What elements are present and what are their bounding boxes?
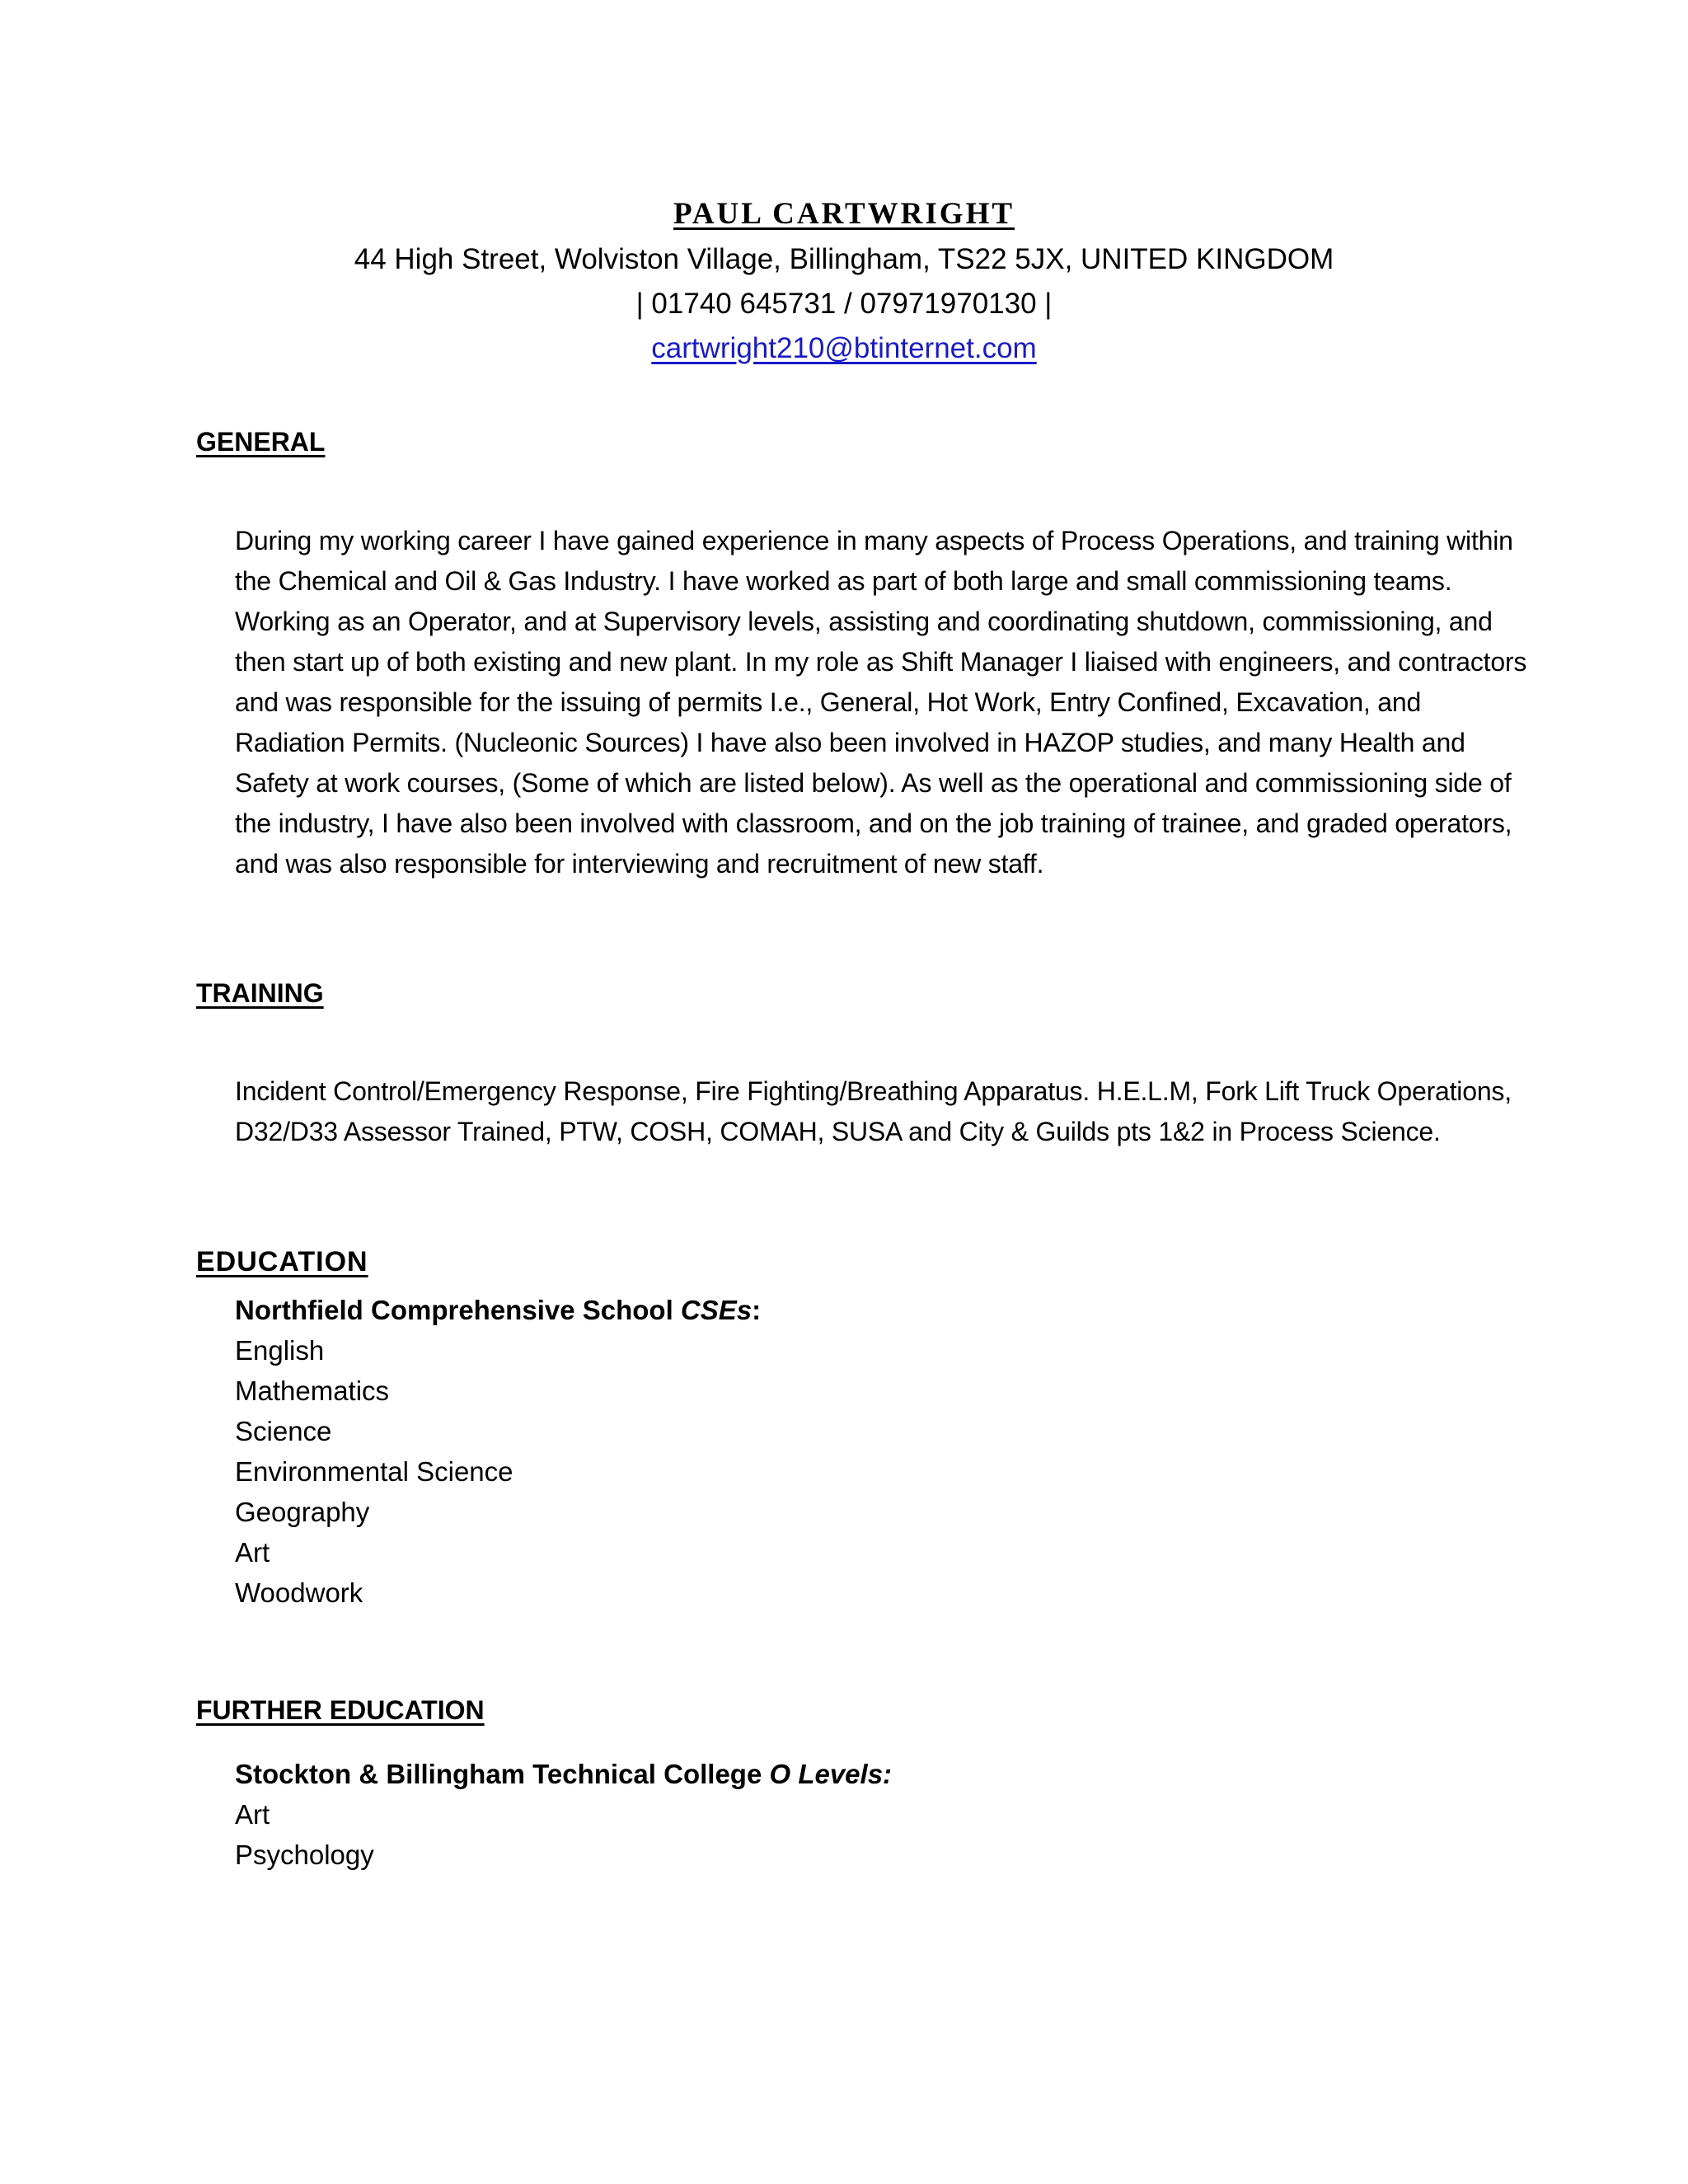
education-heading: EDUCATION (196, 1246, 368, 1277)
list-item: Art (235, 1799, 270, 1830)
phone-numbers: | 01740 645731 / 07971970130 | (635, 288, 1053, 320)
list-item: Science (235, 1416, 332, 1446)
further-education-heading: FURTHER EDUCATION (196, 1695, 485, 1725)
email-line (0, 326, 1688, 371)
further-education-qualification: O Levels: (769, 1759, 893, 1789)
further-education-school-name: Stockton & Billingham Technical College (235, 1759, 762, 1789)
list-item: Woodwork (235, 1577, 363, 1608)
training-paragraph: Incident Control/Emergency Response, Fire Fighting/Breathing Apparatus. H.E.L.M, Fork Lift Truck Operations, D32/D33 Assessor Trained, PTW, COSH, COMAH, SUSA and City & Guilds pts 1&2 in Process Science. (235, 1076, 1512, 1146)
candidate-name: PAUL CARTWRIGHT (673, 197, 1015, 231)
address: 44 High Street, Wolviston Village, Billingham, TS22 5JX, UNITED KINGDOM (354, 243, 1334, 275)
list-item: Psychology (235, 1840, 374, 1870)
training-heading: TRAINING (196, 978, 324, 1008)
resume-header (0, 191, 1688, 371)
list-item: Geography (235, 1497, 370, 1527)
general-heading: GENERAL (196, 427, 326, 457)
education-colon: : (752, 1295, 762, 1325)
list-item: English (235, 1335, 325, 1366)
general-paragraph: During my working career I have gained experience in many aspects of Process Operations, and training within the Chemical and Oil & Gas Industry. I have worked as part of both large and small commissioning teams. Working as an Operator, and at Supervisory levels, assisting and coordinating shutdown, commissioning, and then start up of both existing and new plant. In my role as Shift Manager I liaised with engineers, and contractors and was responsible for the issuing of permits I.e., General, Hot Work, Entry Confined, Excavation, and Radiation Permits. (Nucleonic Sources) I have also been involved in HAZOP studies, and many Health and Safety at work courses, (Some of which are listed below). As well as the operational and commissioning side of the industry, I have also been involved with classroom, and on the job training of trainee, and graded operators, and was also responsible for interviewing and recruitment of new staff. (235, 526, 1527, 879)
education-list (235, 1290, 761, 1613)
further-education-school (235, 1754, 892, 1794)
further-education-list (235, 1754, 892, 1875)
education-qualification: CSEs (680, 1295, 753, 1325)
education-school-name: Northfield Comprehensive School (235, 1295, 673, 1325)
list-item: Art (235, 1537, 270, 1568)
education-school (235, 1290, 761, 1330)
list-item: Environmental Science (235, 1456, 513, 1487)
list-item: Mathematics (235, 1376, 390, 1406)
email-link[interactable]: cartwright210@btinternet.com (651, 332, 1037, 364)
